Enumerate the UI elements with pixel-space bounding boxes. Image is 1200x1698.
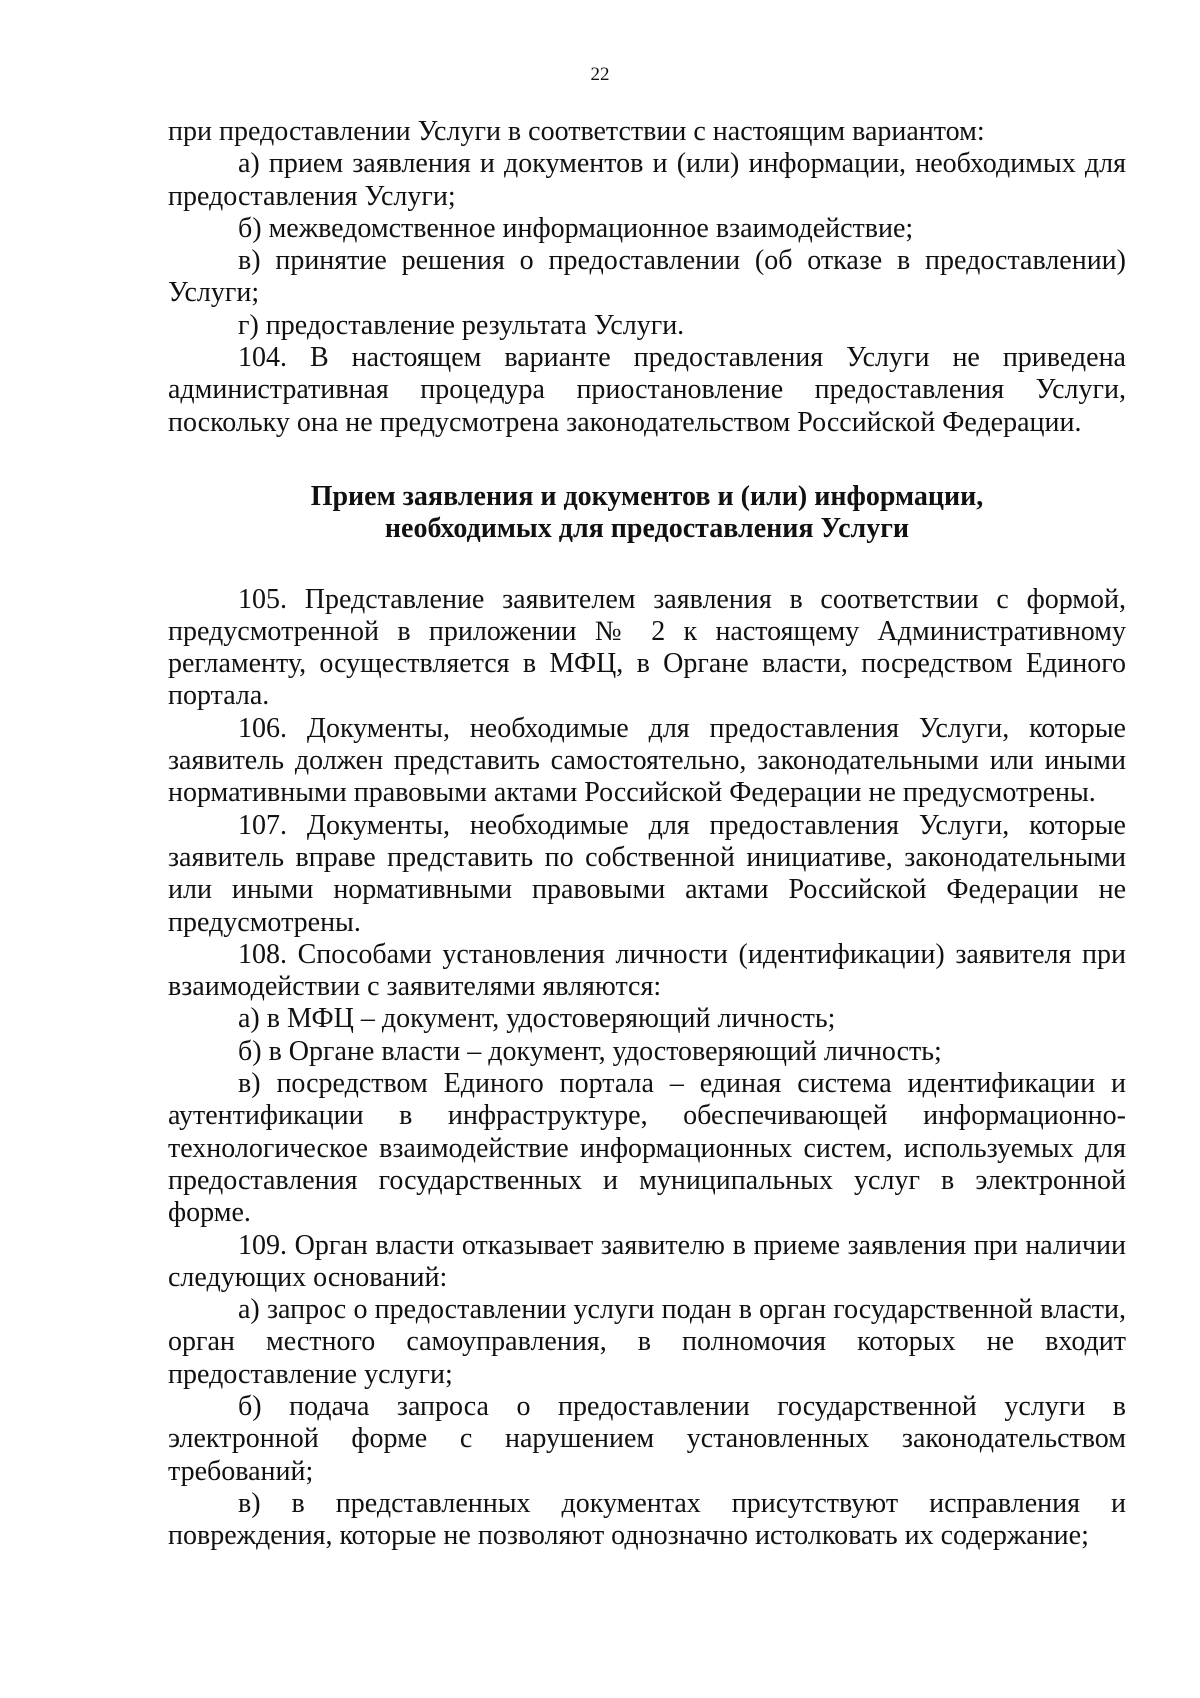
paragraph-108: 108. Способами установления личности (идентификации) заявителя при взаимодействии с заявителями являются: <box>168 938 1126 1003</box>
list-item-v: в) принятие решения о предоставлении (об отказе в предоставлении) Услуги; <box>168 245 1126 309</box>
list-item-b: б) межведомственное информационное взаимодействие; <box>238 212 914 244</box>
paragraph-continuation: при предоставлении Услуги в соответствии с настоящим вариантом: <box>168 116 985 147</box>
paragraph-104: 104. В настоящем варианте предоставления Услуги не приведена административная процедура приостановление предоставления Услуги, поскольку она не предусмотрена законодательством Российской Федерации. <box>168 342 1126 438</box>
document-body <box>168 116 1126 1552</box>
paragraph-108-item-b: б) в Органе власти – документ, удостоверяющий личность; <box>238 1035 942 1067</box>
section-heading-line-1: Прием заявления и документов и (или) информации, <box>310 480 984 512</box>
paragraph-109-item-a: а) запрос о предоставлении услуги подан в орган государственной власти, орган местного самоуправления, в полномочия которых не входит предоставление услуги; <box>168 1294 1126 1390</box>
paragraph-106: 106. Документы, необходимые для предоставления Услуги, которые заявитель должен представить самостоятельно, законодательными или иными нормативными правовыми актами Российской Федерации не предусмотрены. <box>168 712 1126 809</box>
paragraph-108-item-a: а) в МФЦ – документ, удостоверяющий личность; <box>238 1003 836 1035</box>
list-item-a: а) прием заявления и документов и (или) информации, необходимых для предоставления Услуги; <box>168 148 1126 212</box>
paragraph-105: 105. Представление заявителем заявления в соответствии с формой, предусмотренной в приложении № 2 к настоящему Административному регламенту, осуществляется в МФЦ, в Органе власти, посредством Единого портала. <box>168 583 1126 712</box>
paragraph-109-item-b: б) подача запроса о предоставлении государственной услуги в электронной форме с нарушением установленных законодательством требований; <box>168 1390 1126 1487</box>
paragraph-108-item-v: в) посредством Единого портала – единая система идентификации и аутентификации в инфраструктуре, обеспечивающей информационно-технологическое взаимодействие информационных систем, используемых для предоставления государственных и муниципальных услуг в электронной форме. <box>168 1068 1126 1229</box>
section-heading-line-2: необходимых для предоставления Услуги <box>384 513 910 545</box>
list-item-g: г) предоставление результата Услуги. <box>238 309 685 341</box>
page-number: 22 <box>590 64 610 85</box>
paragraph-109-item-v: в) в представленных документах присутствуют исправления и повреждения, которые не позволяют однозначно истолковать их содержание; <box>168 1487 1126 1552</box>
paragraph-109: 109. Орган власти отказывает заявителю в приеме заявления при наличии следующих оснований: <box>168 1229 1126 1293</box>
paragraph-107: 107. Документы, необходимые для предоставления Услуги, которые заявитель вправе представить по собственной инициативе, законодательными или иными нормативными правовыми актами Российской Федерации не предусмотрены. <box>168 809 1126 938</box>
